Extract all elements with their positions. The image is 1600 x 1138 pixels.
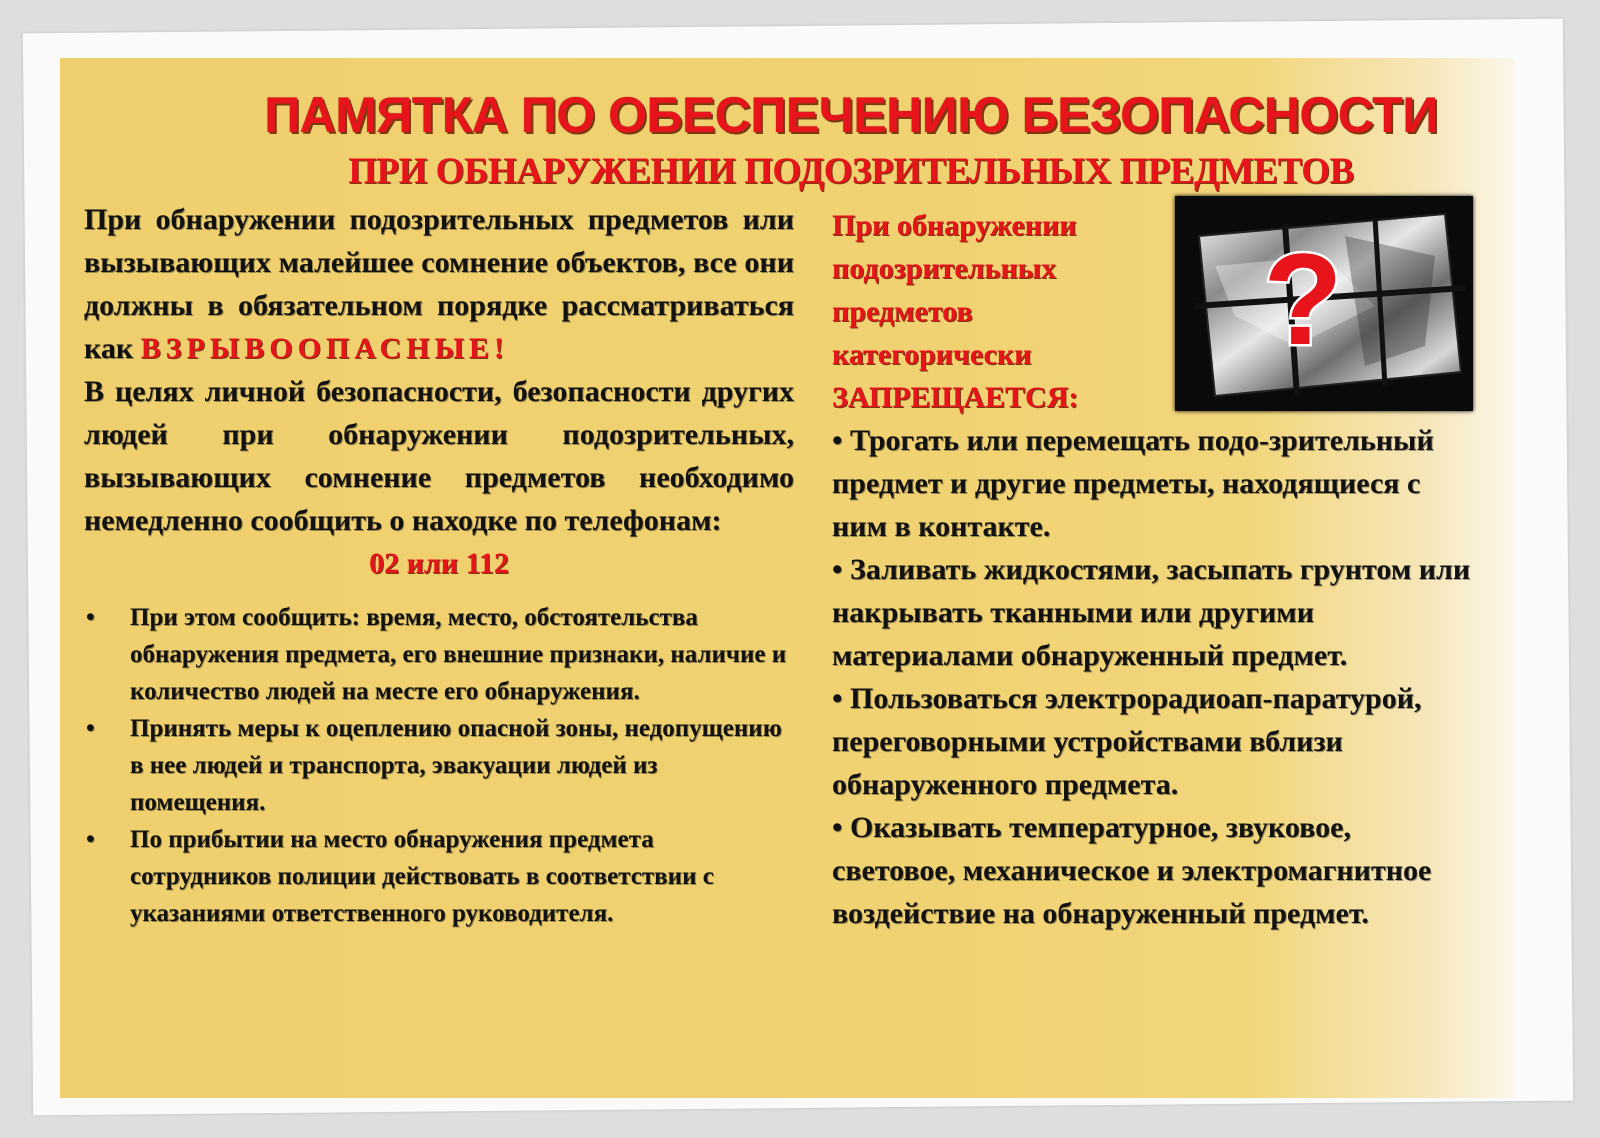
safety-poster [60,58,1515,1098]
bullet-icon: • [86,826,95,853]
intro-text: При обнаружении подозрительных предметов или вызывающих малейшее сомнение объектов, все они должны в обязательном порядке рассматриваться как [84,203,794,365]
call-paragraph [84,370,794,585]
list-item: • Заливать жидкостями, засыпать грунтом или накрывать тканными или другими материалами обнаруженный предмет. [832,553,1471,672]
prohibition-intro: При обнаружении подозрительных предметов категорически [832,209,1077,371]
bullet-icon: • [86,715,95,742]
list-item [84,821,794,932]
explosive-warning: ВЗРЫВООПАСНЫЕ! [140,332,509,365]
emergency-phones: 02 или 112 [369,547,509,580]
left-column [84,198,794,932]
list-item [84,710,794,821]
list-item: • Трогать или перемещать подо-зрительный предмет и другие предметы, находящиеся с ним в контакте. [832,424,1434,543]
prohibition-list [832,419,1472,935]
list-item-text: Принять меры к оцеплению опасной зоны, недопущению в нее людей и транспорта, эвакуации людей из помещения. [130,715,782,816]
poster-subtitle: ПРИ ОБНАРУЖЕНИИ ПОДОЗРИТЕЛЬНЫХ ПРЕДМЕТОВ [348,151,1354,192]
question-mark-icon: ? [1263,226,1343,372]
action-list [84,599,794,932]
call-text: В целях личной безопасности, безопасности других людей при обнаружении подозрительных, вызывающих сомнение предметов необходимо немедленно сообщить о находке по телефонам: [84,375,794,537]
list-item-text: При этом сообщить: время, место, обстоятельства обнаружения предмета, его внешние признаки, наличие и количество людей на месте его обнаружения. [130,604,787,705]
list-item: • Оказывать температурное, звуковое, световое, механическое и электромагнитное воздействие на обнаруженный предмет. [832,811,1432,930]
prohibition-heading [832,204,1162,419]
forbidden-label: ЗАПРЕЩАЕТСЯ: [832,381,1079,414]
intro-paragraph [84,198,794,370]
list-item [84,599,794,710]
bullet-icon: • [86,604,95,631]
list-item-text: По прибытии на место обнаружения предмета сотрудников полиции действовать в соответствии с указаниями ответственного руководителя. [130,826,714,927]
right-column [832,204,1472,935]
poster-title: ПАМЯТКА ПО ОБЕСПЕЧЕНИЮ БЕЗОПАСНОСТИ [264,87,1438,143]
list-item: • Пользоваться электрорадиоап-паратурой, переговорными устройствами вблизи обнаруженного предмета. [832,682,1422,801]
